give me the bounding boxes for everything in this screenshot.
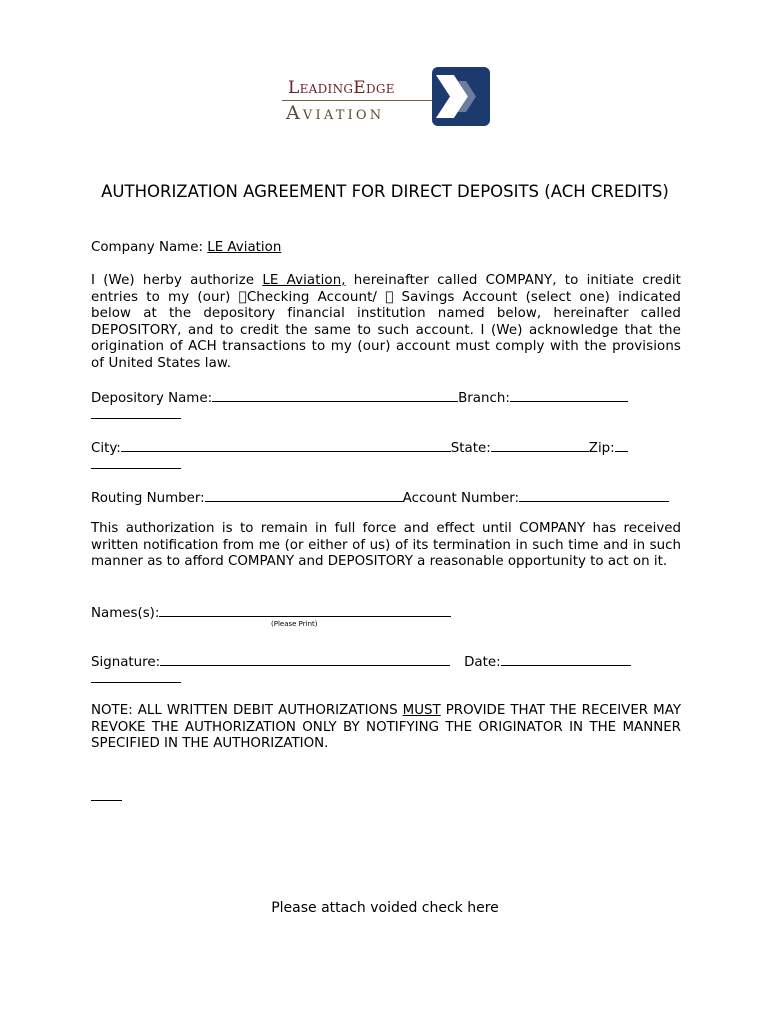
- branch-field[interactable]: [510, 389, 628, 402]
- names-field[interactable]: [159, 604, 451, 617]
- date-field[interactable]: [501, 653, 631, 666]
- company-name-value: LE Aviation: [207, 240, 282, 255]
- state-field[interactable]: [491, 439, 589, 452]
- zip-field[interactable]: [615, 439, 628, 452]
- city-field[interactable]: [121, 439, 451, 452]
- note-text-end: PROVIDE THAT THE RECEIVER MAY REVOKE THE AUTHORIZATION ONLY BY NOTIFYING THE ORIGINATOR IN THE MANNER SPECIFIED IN THE AUTHORIZATION.: [91, 703, 681, 752]
- zip-field-continuation[interactable]: [91, 456, 181, 469]
- branch-label: Branch:: [458, 391, 510, 406]
- date-field-continuation[interactable]: [91, 670, 181, 683]
- page-title: AUTHORIZATION AGREEMENT FOR DIRECT DEPOSITS (ACH CREDITS): [101, 182, 669, 201]
- authorization-text-start: I (We) herby authorize: [91, 273, 255, 288]
- note-paragraph: [91, 703, 681, 753]
- voided-check-instruction: Please attach voided check here: [271, 900, 499, 916]
- authorization-text-middle: hereinafter called COMPANY, to initiate credit entries to my (our): [91, 273, 682, 305]
- authorization-paragraph: [91, 273, 681, 373]
- checking-label: Checking Account/: [225, 289, 353, 305]
- logo-chevron-icon: [432, 67, 490, 126]
- names-line: [91, 604, 681, 623]
- state-label: State:: [450, 441, 491, 456]
- authorization-company: LE Aviation,: [262, 273, 346, 288]
- routing-label: Routing Number:: [91, 491, 205, 506]
- signature-label: Signature:: [91, 655, 161, 670]
- note-must-emphasis: MUST: [402, 703, 441, 718]
- account-label: Account Number:: [402, 491, 520, 506]
- termination-paragraph: This authorization is to remain in full force and effect until COMPANY has received written notification from me (or either of us) of its termination in such time and in such manner as to afford COMPANY and DEPOSITORY a reasonable opportunity to act on it.: [91, 521, 681, 570]
- savings-label-and-terms: Savings Account (select one) indicated below at the depository financial institution named below, hereinafter called DEPOSITORY, and to credit the same to such account. I (We) acknowledge that the origination of ACH transactions to my (our) account must comply with the provisions of United States law.: [91, 289, 681, 371]
- company-name-label: Company Name:: [91, 240, 203, 255]
- account-number-field[interactable]: [519, 489, 669, 502]
- names-label: Names(s):: [91, 606, 160, 621]
- logo-wordmark-bottom: Aviation: [286, 102, 385, 124]
- depository-name-field[interactable]: [212, 389, 458, 402]
- city-state-zip-line: [91, 439, 681, 458]
- depository-line: [91, 389, 681, 408]
- routing-account-line: [91, 489, 681, 508]
- zip-label: Zip:: [588, 441, 615, 456]
- company-name-line: [91, 240, 681, 257]
- logo-wordmark-top: LeadingEdge: [288, 78, 395, 98]
- branch-field-continuation[interactable]: [91, 406, 181, 419]
- date-label: Date:: [464, 655, 501, 670]
- depository-label: Depository Name:: [91, 391, 213, 406]
- signature-date-line: [91, 653, 681, 672]
- checking-checkbox[interactable]: [239, 290, 247, 305]
- routing-number-field[interactable]: [205, 489, 403, 502]
- company-logo: [282, 64, 492, 128]
- note-text-start: NOTE: ALL WRITTEN DEBIT AUTHORIZATIONS: [91, 703, 398, 718]
- please-print-hint: (Please Print): [271, 620, 318, 628]
- signature-field[interactable]: [160, 653, 450, 666]
- savings-checkbox[interactable]: [385, 290, 393, 305]
- divider-rule: [91, 800, 122, 801]
- city-label: City:: [91, 441, 121, 456]
- logo-divider: [282, 100, 432, 101]
